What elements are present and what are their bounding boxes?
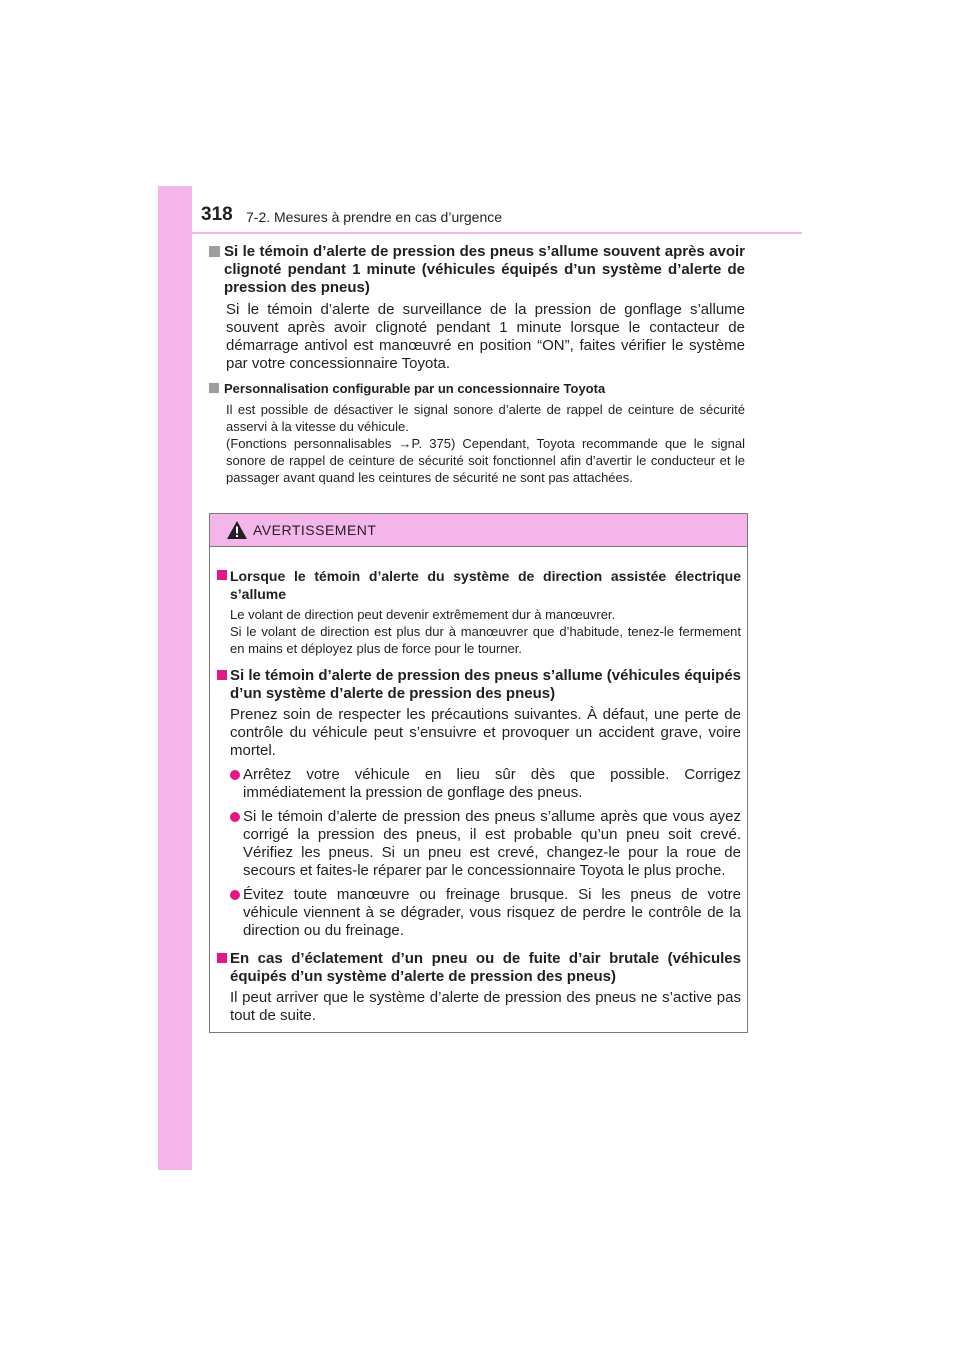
warning-label: AVERTISSEMENT	[253, 522, 377, 538]
main-content	[209, 243, 745, 486]
header-divider	[192, 232, 802, 234]
square-bullet-icon	[217, 670, 227, 680]
customization-paragraph-1: Il est possible de désactiver le signal sonore d’alerte de rappel de ceinture de sécurité asservi à la vitesse du véhicule.	[226, 402, 745, 434]
warning-box	[209, 513, 748, 1033]
power-steering-paragraph-2: Si le volant de direction est plus dur à manœuvrer que d’habitude, tenez-le fermement en mains et déployez plus de force pour le tourner.	[230, 624, 741, 656]
square-bullet-icon	[217, 570, 227, 580]
power-steering-paragraph-1: Le volant de direction peut devenir extrêmement dur à manœuvrer.	[230, 607, 616, 622]
chapter-sidebar-tab	[158, 186, 192, 1170]
round-bullet-icon	[230, 770, 240, 780]
chapter-title: 7-2. Mesures à prendre en cas d’urgence	[246, 209, 503, 225]
square-bullet-icon	[217, 953, 227, 963]
warning-header	[210, 514, 747, 547]
warning-body-power-steering	[217, 606, 741, 657]
warning-bullet-avoid-sudden: Évitez toute manœuvre ou freinage brusque. Si les pneus de votre véhicule viennent à se dégrader, vous risquez de perdre le contrôle de la direction ou du freinage.	[217, 886, 741, 940]
section-body-customization	[209, 401, 745, 486]
section-heading-customization: Personnalisation configurable par un concessionnaire Toyota	[209, 381, 745, 397]
square-bullet-icon	[209, 246, 220, 257]
warning-body-tpms: Prenez soin de respecter les précautions suivantes. À défaut, une perte de contrôle du véhicule peut s’ensuivre et provoquer un accident grave, voire mortel.	[230, 706, 741, 759]
warning-triangle-icon	[226, 520, 248, 540]
round-bullet-icon	[230, 890, 240, 900]
page-number: 318	[201, 204, 233, 225]
warning-heading-tpms: Si le témoin d’alerte de pression des pneus s’allume (véhicules équipés d’un système d’alerte de pression des pneus)	[217, 667, 741, 703]
warning-content	[210, 547, 747, 1025]
section-body-tpms-flashing: Si le témoin d’alerte de surveillance de la pression de gonflage s’allume souvent après avoir clignoté pendant 1 minute lorsque le contacteur de démarrage antivol est manœuvré en position “ON”, faites vérifier le système par votre concessionnaire Toyota.	[226, 301, 745, 372]
warning-body-blowout: Il peut arriver que le système d’alerte de pression des pneus ne s’active pas tout de suite.	[230, 989, 741, 1024]
round-bullet-icon	[230, 812, 240, 822]
warning-bullet-flat-tire: Si le témoin d’alerte de pression des pneus s’allume après que vous ayez corrigé la pression des pneus, il est probable qu’un pneu soit crevé. Vérifiez les pneus. Si un pneu est crevé, changez-le pour la roue de secours et faites-le réparer par le concessionnaire Toyota le plus proche.	[217, 808, 741, 880]
section-heading-tpms-flashing: Si le témoin d’alerte de pression des pneus s’allume souvent après avoir clignoté pendant 1 minute (véhicules équipés d’un système d’alerte de pression des pneus)	[209, 243, 745, 297]
customization-paragraph-2: (Fonctions personnalisables →P. 375) Cependant, Toyota recommande que le signal sonore de rappel de ceinture de sécurité soit fonctionnel afin d’avertir le conducteur et le passager avant quand les ceintures de sécurité ne sont pas attachées.	[226, 436, 745, 485]
square-bullet-icon	[209, 383, 219, 393]
warning-bullet-stop-vehicle: Arrêtez votre véhicule en lieu sûr dès que possible. Corrigez immédiatement la pression de gonflage des pneus.	[217, 766, 741, 802]
warning-heading-blowout: En cas d’éclatement d’un pneu ou de fuite d’air brutale (véhicules équipés d’un système d’alerte de pression des pneus)	[217, 950, 741, 986]
warning-heading-power-steering: Lorsque le témoin d’alerte du système de direction assistée électrique s’allume	[217, 567, 741, 603]
